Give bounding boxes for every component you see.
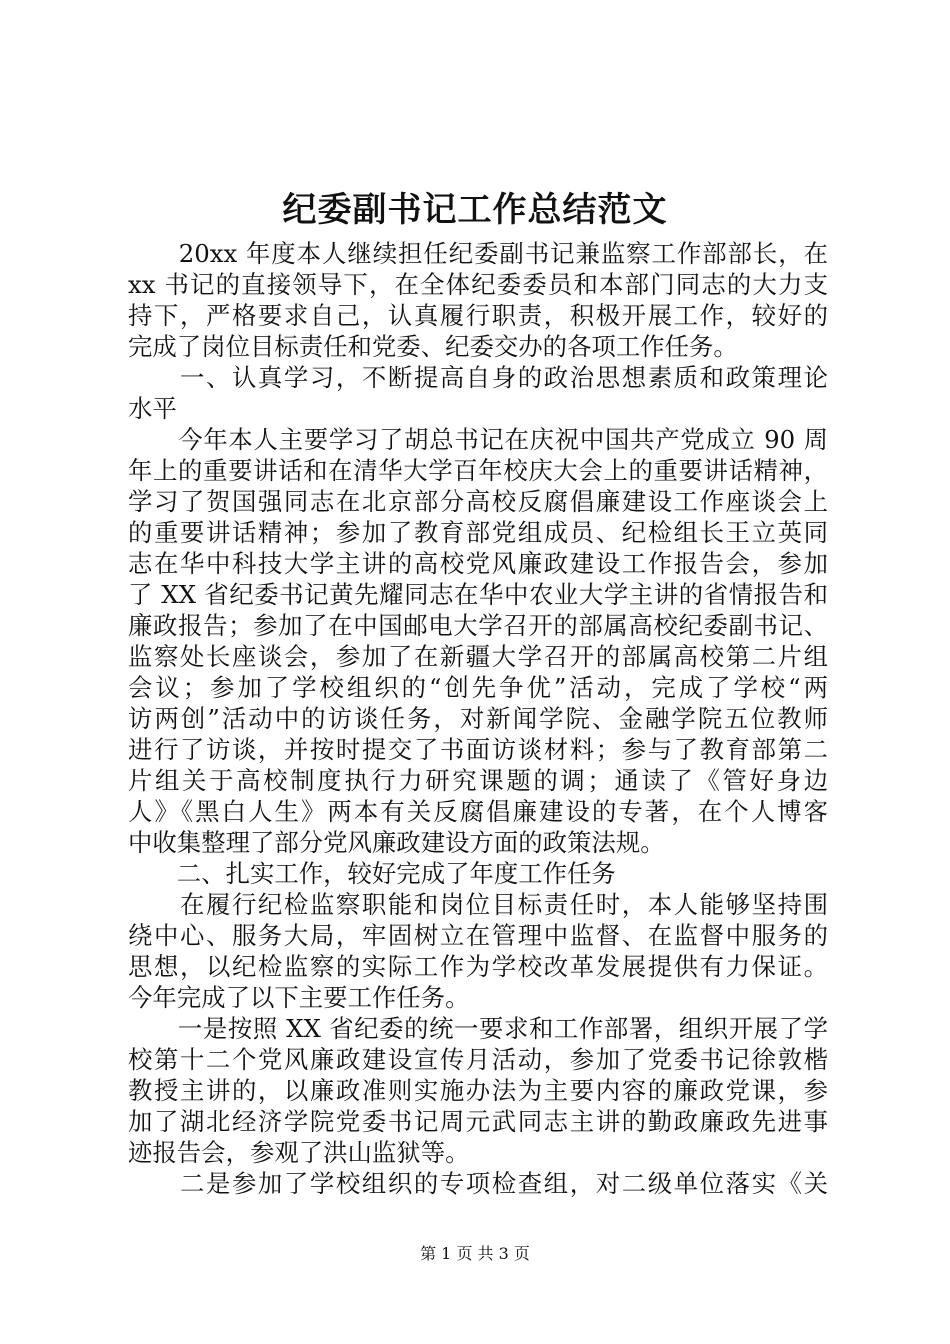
text-line: 人》《黑白人生》两本有关反腐倡廉建设的专著，在个人博客	[128, 797, 828, 826]
text-line: 今年完成了以下主要工作任务。	[128, 983, 470, 1012]
text-line: 20xx 年度本人继续担任纪委副书记兼监察工作部部长，在	[128, 239, 828, 268]
page-footer: 第 1 页 共 3 页	[420, 1244, 530, 1263]
text-line: 的重要讲话精神；参加了教育部党组成员、纪检组长王立英同	[128, 518, 828, 547]
text-line: 今年本人主要学习了胡总书记在庆祝中国共产党成立 90 周	[128, 425, 828, 454]
text-line: 绕中心、服务大局，牢固树立在管理中监督、在监督中服务的	[128, 921, 828, 950]
text-line: 会议；参加了学校组织的“创先争优”活动，完成了学校“两	[128, 673, 828, 702]
text-line: 在履行纪检监察职能和岗位目标责任时，本人能够坚持围	[128, 890, 828, 919]
text-line: 学习了贺国强同志在北京部分高校反腐倡廉建设工作座谈会上	[128, 487, 828, 516]
text-line: 二、扎实工作，较好完成了年度工作任务	[128, 859, 616, 888]
text-line: 加了湖北经济学院党委书记周元武同志主讲的勤政廉政先进事	[128, 1107, 828, 1136]
text-line: 年上的重要讲话和在清华大学百年校庆大会上的重要讲话精神，	[128, 456, 828, 485]
text-line: 思想，以纪检监察的实际工作为学校改革发展提供有力保证。	[128, 952, 828, 981]
text-line: 廉政报告；参加了在中国邮电大学召开的部属高校纪委副书记、	[128, 611, 828, 640]
text-line: 完成了岗位目标责任和党委、纪委交办的各项工作任务。	[128, 332, 738, 361]
text-line: 校第十二个党风廉政建设宣传月活动，参加了党委书记徐敦楷	[128, 1045, 828, 1074]
text-line: 了 XX 省纪委书记黄先耀同志在华中农业大学主讲的省情报告和	[128, 580, 828, 609]
text-line: 访两创”活动中的访谈任务，对新闻学院、金融学院五位教师	[128, 704, 828, 733]
text-line: 进行了访谈，并按时提交了书面访谈材料；参与了教育部第二	[128, 735, 828, 764]
text-line: 中收集整理了部分党风廉政建设方面的政策法规。	[128, 828, 665, 857]
text-line: 片组关于高校制度执行力研究课题的调；通读了《管好身边	[128, 766, 828, 795]
text-line: 水平	[128, 394, 177, 423]
text-line: 监察处长座谈会，参加了在新疆大学召开的部属高校第二片组	[128, 642, 828, 671]
text-line: 志在华中科技大学主讲的高校党风廉政建设工作报告会，参加	[128, 549, 828, 578]
text-line: 教授主讲的，以廉政准则实施办法为主要内容的廉政党课，参	[128, 1076, 828, 1105]
document-title: 纪委副书记工作总结范文	[282, 190, 668, 230]
text-line: 一、认真学习，不断提高自身的政治思想素质和政策理论	[128, 363, 828, 392]
text-line: 一是按照 XX 省纪委的统一要求和工作部署，组织开展了学	[128, 1014, 828, 1043]
text-line: 持下，严格要求自己，认真履行职责，积极开展工作，较好的	[128, 301, 828, 330]
text-line: 迹报告会，参观了洪山监狱等。	[128, 1138, 470, 1167]
text-line: xx 书记的直接领导下，在全体纪委委员和本部门同志的大力支	[128, 270, 828, 299]
document-body	[128, 238, 828, 1199]
text-line: 二是参加了学校组织的专项检查组，对二级单位落实《关	[128, 1169, 828, 1198]
